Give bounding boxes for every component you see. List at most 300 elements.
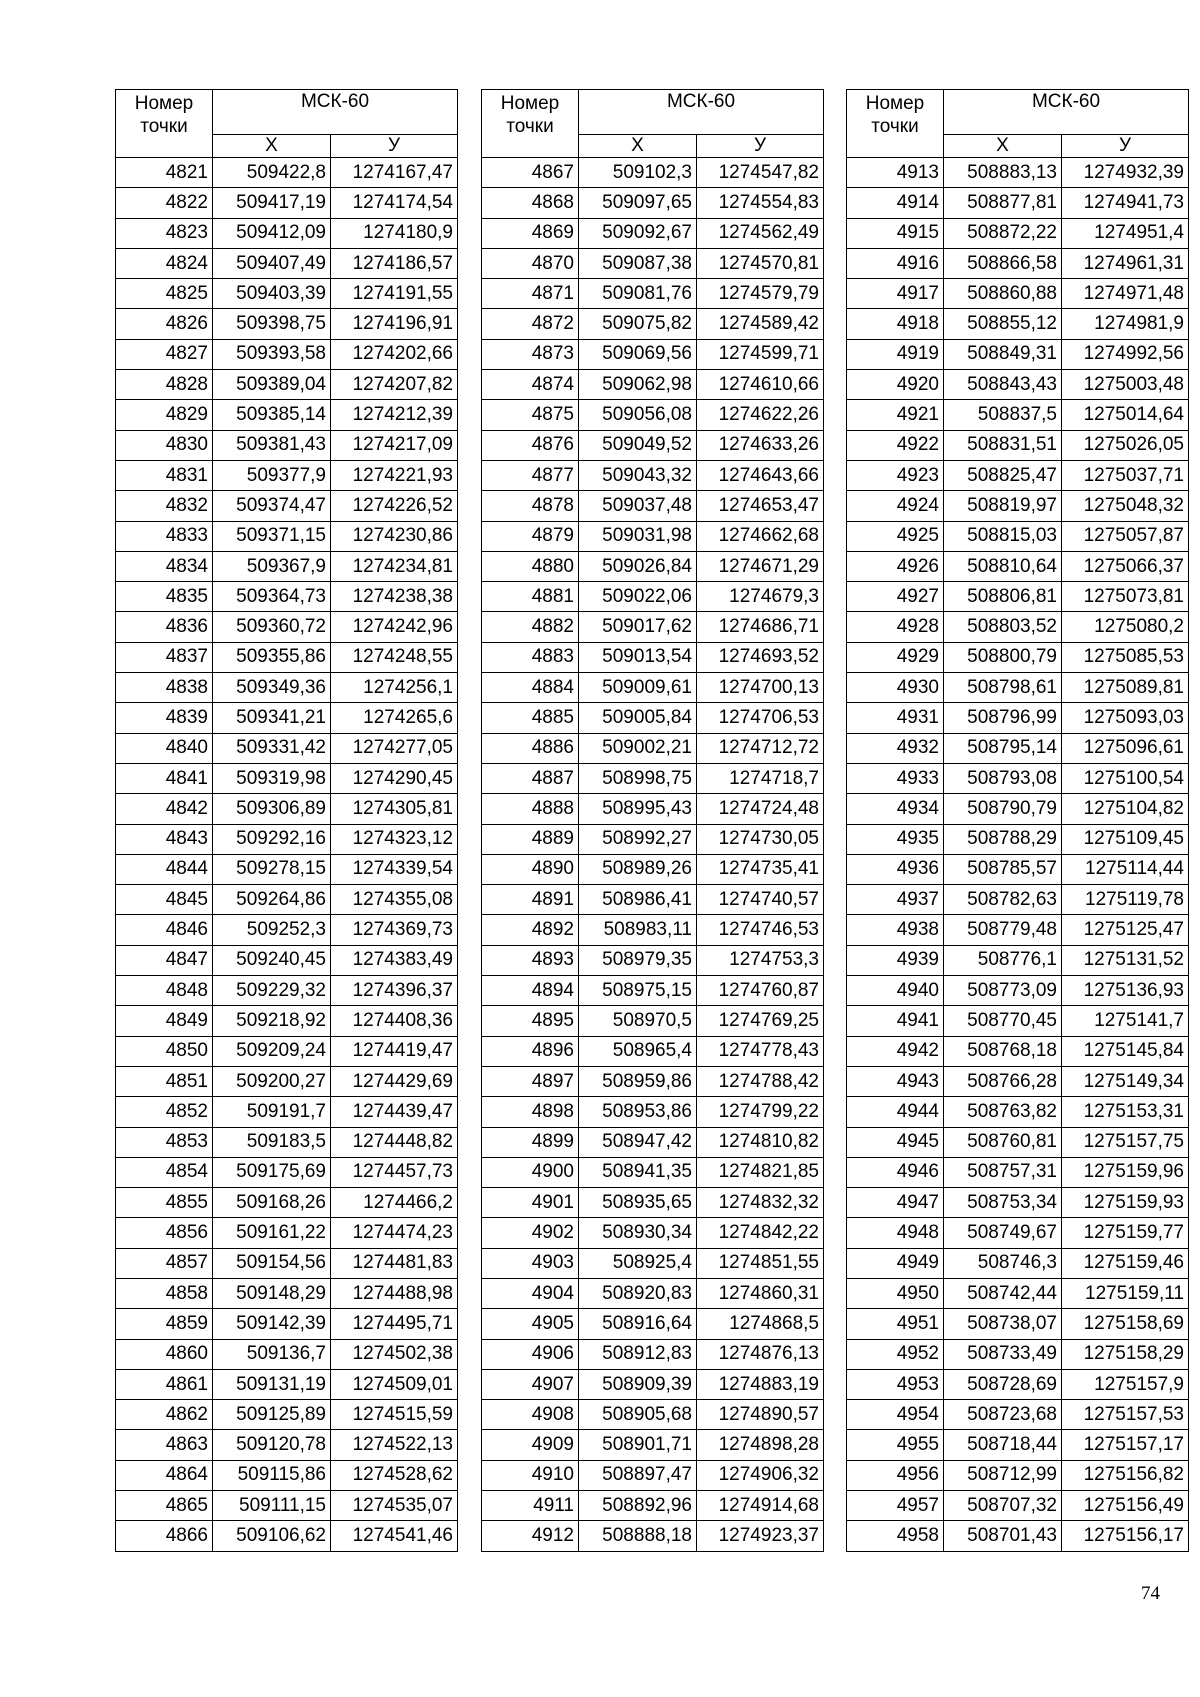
x-coordinate: 508849,31 [944, 339, 1062, 369]
table-row [116, 158, 458, 188]
x-coordinate: 509102,3 [579, 158, 697, 188]
table-row [116, 763, 458, 793]
x-coordinate: 508728,69 [944, 1369, 1062, 1399]
point-number: 4947 [847, 1188, 944, 1218]
table-row [482, 460, 824, 490]
y-coordinate: 1275156,82 [1062, 1460, 1189, 1490]
coordinate-system-header: МСК-60 [944, 90, 1189, 135]
point-number: 4945 [847, 1127, 944, 1157]
point-number: 4929 [847, 642, 944, 672]
x-coordinate: 508998,75 [579, 763, 697, 793]
point-number: 4951 [847, 1309, 944, 1339]
table-row [847, 1248, 1189, 1278]
table-row [116, 1278, 458, 1308]
table-row [482, 1097, 824, 1127]
point-number: 4935 [847, 824, 944, 854]
point-number: 4842 [116, 794, 213, 824]
y-coordinate: 1275153,31 [1062, 1097, 1189, 1127]
point-number: 4834 [116, 551, 213, 581]
point-number: 4942 [847, 1036, 944, 1066]
point-label-line2: точки [506, 116, 554, 137]
x-coordinate: 509319,98 [213, 763, 331, 793]
x-coordinate: 509075,82 [579, 309, 697, 339]
table-row [482, 218, 824, 248]
x-coordinate: 509374,47 [213, 491, 331, 521]
table-row [116, 976, 458, 1006]
y-coordinate: 1275157,17 [1062, 1430, 1189, 1460]
table-row [116, 1369, 458, 1399]
point-number: 4908 [482, 1400, 579, 1430]
x-coordinate: 508920,83 [579, 1278, 697, 1308]
point-number: 4880 [482, 551, 579, 581]
x-coordinate: 508795,14 [944, 733, 1062, 763]
x-coordinate: 509422,8 [213, 158, 331, 188]
y-coordinate: 1274502,38 [331, 1339, 458, 1369]
y-coordinate: 1274788,42 [697, 1066, 824, 1096]
table-row [847, 460, 1189, 490]
y-coordinate: 1274495,71 [331, 1309, 458, 1339]
table-row [116, 309, 458, 339]
table-row [116, 1248, 458, 1278]
x-coordinate: 508892,96 [579, 1491, 697, 1521]
x-coordinate: 508815,03 [944, 521, 1062, 551]
table-row [116, 248, 458, 278]
table-row [482, 1339, 824, 1369]
table-row [116, 1491, 458, 1521]
table-row [482, 582, 824, 612]
x-coordinate: 508768,18 [944, 1036, 1062, 1066]
table-row [482, 339, 824, 369]
y-coordinate: 1275136,93 [1062, 976, 1189, 1006]
x-coordinate: 508941,35 [579, 1157, 697, 1187]
point-number: 4955 [847, 1430, 944, 1460]
y-coordinate: 1274643,66 [697, 460, 824, 490]
y-coordinate: 1275109,45 [1062, 824, 1189, 854]
x-coordinate: 508825,47 [944, 460, 1062, 490]
table-row [847, 1400, 1189, 1430]
y-coordinate: 1274589,42 [697, 309, 824, 339]
x-coordinate: 509341,21 [213, 703, 331, 733]
y-coordinate: 1274610,66 [697, 370, 824, 400]
x-coordinate: 508925,4 [579, 1248, 697, 1278]
x-coordinate: 509209,24 [213, 1036, 331, 1066]
table-row [116, 430, 458, 460]
table-row [116, 551, 458, 581]
y-coordinate: 1274167,47 [331, 158, 458, 188]
x-coordinate: 508782,63 [944, 885, 1062, 915]
x-coordinate: 508959,86 [579, 1066, 697, 1096]
y-coordinate: 1275157,53 [1062, 1400, 1189, 1430]
table-row [482, 158, 824, 188]
table-row [847, 1066, 1189, 1096]
point-number: 4937 [847, 885, 944, 915]
y-coordinate: 1274971,48 [1062, 279, 1189, 309]
table-row [116, 582, 458, 612]
table-row [847, 218, 1189, 248]
x-coordinate: 509407,49 [213, 248, 331, 278]
x-coordinate: 509005,84 [579, 703, 697, 733]
y-coordinate: 1274522,13 [331, 1430, 458, 1460]
y-coordinate: 1274686,71 [697, 612, 824, 642]
x-coordinate: 508712,99 [944, 1460, 1062, 1490]
y-coordinate: 1275159,93 [1062, 1188, 1189, 1218]
x-coordinate: 508796,99 [944, 703, 1062, 733]
point-number: 4932 [847, 733, 944, 763]
point-number: 4887 [482, 763, 579, 793]
y-coordinate: 1274769,25 [697, 1006, 824, 1036]
table-row [116, 915, 458, 945]
y-coordinate: 1275085,53 [1062, 642, 1189, 672]
x-coordinate: 508763,82 [944, 1097, 1062, 1127]
point-number: 4938 [847, 915, 944, 945]
coordinate-system-header: МСК-60 [579, 90, 824, 135]
table-row [116, 733, 458, 763]
point-number: 4825 [116, 279, 213, 309]
table-row [482, 551, 824, 581]
y-coordinate: 1274712,72 [697, 733, 824, 763]
point-number: 4826 [116, 309, 213, 339]
y-coordinate: 1274599,71 [697, 339, 824, 369]
y-coordinate: 1274355,08 [331, 885, 458, 915]
table-row [847, 1097, 1189, 1127]
y-coordinate: 1275080,2 [1062, 612, 1189, 642]
table-row [482, 885, 824, 915]
x-coordinate: 508995,43 [579, 794, 697, 824]
y-column-header: У [1062, 135, 1189, 158]
table-row [482, 703, 824, 733]
point-number: 4888 [482, 794, 579, 824]
table-row [482, 976, 824, 1006]
x-coordinate: 509252,3 [213, 915, 331, 945]
y-coordinate: 1274339,54 [331, 854, 458, 884]
y-coordinate: 1274528,62 [331, 1460, 458, 1490]
y-column-header: У [331, 135, 458, 158]
point-label-line1: Номер [865, 93, 925, 114]
x-coordinate: 508798,61 [944, 673, 1062, 703]
table-row [847, 733, 1189, 763]
x-coordinate: 509278,15 [213, 854, 331, 884]
point-number: 4832 [116, 491, 213, 521]
point-number: 4944 [847, 1097, 944, 1127]
table-row [847, 248, 1189, 278]
x-coordinate: 509106,62 [213, 1521, 331, 1551]
table-row [482, 1491, 824, 1521]
point-number: 4898 [482, 1097, 579, 1127]
x-coordinate: 508930,34 [579, 1218, 697, 1248]
y-coordinate: 1274679,3 [697, 582, 824, 612]
y-coordinate: 1274515,59 [331, 1400, 458, 1430]
point-number: 4841 [116, 763, 213, 793]
table-row [116, 1400, 458, 1430]
table-row [482, 945, 824, 975]
y-coordinate: 1274842,22 [697, 1218, 824, 1248]
table-row [847, 1157, 1189, 1187]
x-coordinate: 508909,39 [579, 1369, 697, 1399]
y-coordinate: 1274832,32 [697, 1188, 824, 1218]
y-coordinate: 1274914,68 [697, 1491, 824, 1521]
point-number: 4889 [482, 824, 579, 854]
x-coordinate: 509389,04 [213, 370, 331, 400]
table-row [116, 612, 458, 642]
point-number: 4952 [847, 1339, 944, 1369]
point-number: 4909 [482, 1430, 579, 1460]
x-coordinate: 509364,73 [213, 582, 331, 612]
x-coordinate: 508905,68 [579, 1400, 697, 1430]
table-row [116, 854, 458, 884]
x-coordinate: 508979,35 [579, 945, 697, 975]
x-coordinate: 508733,49 [944, 1339, 1062, 1369]
table-row [482, 1248, 824, 1278]
table-row [482, 309, 824, 339]
point-number-header [482, 90, 579, 158]
coordinate-system-header: МСК-60 [213, 90, 458, 135]
point-number: 4933 [847, 763, 944, 793]
y-coordinate: 1275159,96 [1062, 1157, 1189, 1187]
y-coordinate: 1274408,36 [331, 1006, 458, 1036]
coordinate-table-3 [846, 89, 1189, 1552]
point-number: 4885 [482, 703, 579, 733]
table-row [847, 582, 1189, 612]
table-row [116, 794, 458, 824]
point-number: 4836 [116, 612, 213, 642]
point-number: 4852 [116, 1097, 213, 1127]
table-row [847, 763, 1189, 793]
point-number: 4956 [847, 1460, 944, 1490]
y-coordinate: 1274439,47 [331, 1097, 458, 1127]
table-row [116, 1188, 458, 1218]
table-row [116, 1460, 458, 1490]
table-row [847, 915, 1189, 945]
point-number: 4839 [116, 703, 213, 733]
y-coordinate: 1275149,34 [1062, 1066, 1189, 1096]
y-coordinate: 1274242,96 [331, 612, 458, 642]
point-number: 4866 [116, 1521, 213, 1551]
x-coordinate: 509026,84 [579, 551, 697, 581]
x-coordinate: 509013,54 [579, 642, 697, 672]
point-number: 4918 [847, 309, 944, 339]
table-row [482, 1127, 824, 1157]
y-coordinate: 1274693,52 [697, 642, 824, 672]
y-coordinate: 1274277,05 [331, 733, 458, 763]
y-coordinate: 1274860,31 [697, 1278, 824, 1308]
y-coordinate: 1275131,52 [1062, 945, 1189, 975]
point-number: 4949 [847, 1248, 944, 1278]
x-coordinate: 509417,19 [213, 188, 331, 218]
point-number: 4904 [482, 1278, 579, 1308]
x-coordinate: 508738,07 [944, 1309, 1062, 1339]
point-number: 4840 [116, 733, 213, 763]
point-number: 4934 [847, 794, 944, 824]
point-number: 4958 [847, 1521, 944, 1551]
table-row [116, 218, 458, 248]
point-number: 4936 [847, 854, 944, 884]
x-coordinate: 509142,39 [213, 1309, 331, 1339]
y-coordinate: 1274547,82 [697, 158, 824, 188]
point-number: 4903 [482, 1248, 579, 1278]
y-coordinate: 1274369,73 [331, 915, 458, 945]
table-row [847, 1278, 1189, 1308]
table-row [847, 188, 1189, 218]
y-coordinate: 1274735,41 [697, 854, 824, 884]
point-number: 4845 [116, 885, 213, 915]
point-number: 4833 [116, 521, 213, 551]
table-row [847, 339, 1189, 369]
point-number: 4859 [116, 1309, 213, 1339]
y-coordinate: 1274217,09 [331, 430, 458, 460]
x-coordinate: 508770,45 [944, 1006, 1062, 1036]
x-coordinate: 509115,86 [213, 1460, 331, 1490]
y-coordinate: 1274230,86 [331, 521, 458, 551]
x-coordinate: 509367,9 [213, 551, 331, 581]
table-row [847, 491, 1189, 521]
point-label-line2: точки [140, 116, 188, 137]
point-number: 4877 [482, 460, 579, 490]
point-number: 4943 [847, 1066, 944, 1096]
y-coordinate: 1274180,9 [331, 218, 458, 248]
point-number: 4905 [482, 1309, 579, 1339]
x-coordinate: 509412,09 [213, 218, 331, 248]
x-coordinate: 508970,5 [579, 1006, 697, 1036]
table-row [847, 824, 1189, 854]
point-number: 4831 [116, 460, 213, 490]
point-number: 4953 [847, 1369, 944, 1399]
y-coordinate: 1274383,49 [331, 945, 458, 975]
y-coordinate: 1275156,49 [1062, 1491, 1189, 1521]
y-coordinate: 1274238,38 [331, 582, 458, 612]
point-number: 4957 [847, 1491, 944, 1521]
coordinate-table-2 [481, 89, 824, 1552]
x-coordinate: 508773,09 [944, 976, 1062, 1006]
y-coordinate: 1274481,83 [331, 1248, 458, 1278]
y-coordinate: 1274234,81 [331, 551, 458, 581]
point-number: 4890 [482, 854, 579, 884]
table-row [116, 1521, 458, 1551]
x-coordinate: 508989,26 [579, 854, 697, 884]
x-coordinate: 509092,67 [579, 218, 697, 248]
x-coordinate: 509403,39 [213, 279, 331, 309]
y-coordinate: 1274196,91 [331, 309, 458, 339]
table-row [116, 491, 458, 521]
y-coordinate: 1275066,37 [1062, 551, 1189, 581]
point-number: 4861 [116, 1369, 213, 1399]
table-row [116, 824, 458, 854]
y-coordinate: 1274778,43 [697, 1036, 824, 1066]
point-number: 4870 [482, 248, 579, 278]
x-coordinate: 508872,22 [944, 218, 1062, 248]
x-coordinate: 509031,98 [579, 521, 697, 551]
y-coordinate: 1274290,45 [331, 763, 458, 793]
x-coordinate: 509377,9 [213, 460, 331, 490]
y-coordinate: 1275073,81 [1062, 582, 1189, 612]
y-coordinate: 1275057,87 [1062, 521, 1189, 551]
table-row [482, 1218, 824, 1248]
y-coordinate: 1275158,69 [1062, 1309, 1189, 1339]
y-coordinate: 1274323,12 [331, 824, 458, 854]
table-row [482, 1006, 824, 1036]
table-row [116, 279, 458, 309]
point-number: 4847 [116, 945, 213, 975]
table-row [482, 1157, 824, 1187]
y-coordinate: 1274868,5 [697, 1309, 824, 1339]
point-number: 4869 [482, 218, 579, 248]
x-coordinate: 508860,88 [944, 279, 1062, 309]
point-number: 4873 [482, 339, 579, 369]
point-number: 4862 [116, 1400, 213, 1430]
x-coordinate: 508718,44 [944, 1430, 1062, 1460]
point-number: 4886 [482, 733, 579, 763]
x-coordinate: 509381,43 [213, 430, 331, 460]
table-row [847, 673, 1189, 703]
table-row [116, 521, 458, 551]
table-row [482, 1278, 824, 1308]
table-row [482, 430, 824, 460]
point-number: 4906 [482, 1339, 579, 1369]
y-coordinate: 1274662,68 [697, 521, 824, 551]
x-coordinate: 508793,08 [944, 763, 1062, 793]
point-number: 4865 [116, 1491, 213, 1521]
point-number: 4871 [482, 279, 579, 309]
y-coordinate: 1274265,6 [331, 703, 458, 733]
x-coordinate: 509331,42 [213, 733, 331, 763]
point-number: 4857 [116, 1248, 213, 1278]
y-coordinate: 1274760,87 [697, 976, 824, 1006]
table-row [482, 915, 824, 945]
x-coordinate: 508901,71 [579, 1430, 697, 1460]
y-coordinate: 1274941,73 [1062, 188, 1189, 218]
table-row [116, 339, 458, 369]
point-number: 4931 [847, 703, 944, 733]
point-label-line1: Номер [134, 93, 194, 114]
y-coordinate: 1275003,48 [1062, 370, 1189, 400]
x-coordinate: 508819,97 [944, 491, 1062, 521]
point-number: 4837 [116, 642, 213, 672]
x-column-header: Х [944, 135, 1062, 158]
table-row [847, 1460, 1189, 1490]
table-row [116, 945, 458, 975]
point-number: 4875 [482, 400, 579, 430]
x-coordinate: 509037,48 [579, 491, 697, 521]
x-coordinate: 508723,68 [944, 1400, 1062, 1430]
x-coordinate: 509009,61 [579, 673, 697, 703]
y-coordinate: 1274724,48 [697, 794, 824, 824]
y-coordinate: 1274248,55 [331, 642, 458, 672]
table-row [847, 1309, 1189, 1339]
point-number: 4829 [116, 400, 213, 430]
point-number: 4940 [847, 976, 944, 1006]
y-coordinate: 1274810,82 [697, 1127, 824, 1157]
y-coordinate: 1274305,81 [331, 794, 458, 824]
y-coordinate: 1274923,37 [697, 1521, 824, 1551]
table-row [847, 945, 1189, 975]
table-row [847, 1491, 1189, 1521]
y-coordinate: 1274221,93 [331, 460, 458, 490]
y-coordinate: 1275089,81 [1062, 673, 1189, 703]
table-row [482, 491, 824, 521]
y-coordinate: 1274457,73 [331, 1157, 458, 1187]
x-coordinate: 509125,89 [213, 1400, 331, 1430]
y-coordinate: 1274821,85 [697, 1157, 824, 1187]
x-coordinate: 508855,12 [944, 309, 1062, 339]
table-row [847, 1339, 1189, 1369]
y-coordinate: 1274700,13 [697, 673, 824, 703]
y-coordinate: 1275104,82 [1062, 794, 1189, 824]
x-coordinate: 509069,56 [579, 339, 697, 369]
x-coordinate: 509264,86 [213, 885, 331, 915]
table-row [847, 1369, 1189, 1399]
y-coordinate: 1275048,32 [1062, 491, 1189, 521]
table-row [482, 733, 824, 763]
x-coordinate: 509175,69 [213, 1157, 331, 1187]
